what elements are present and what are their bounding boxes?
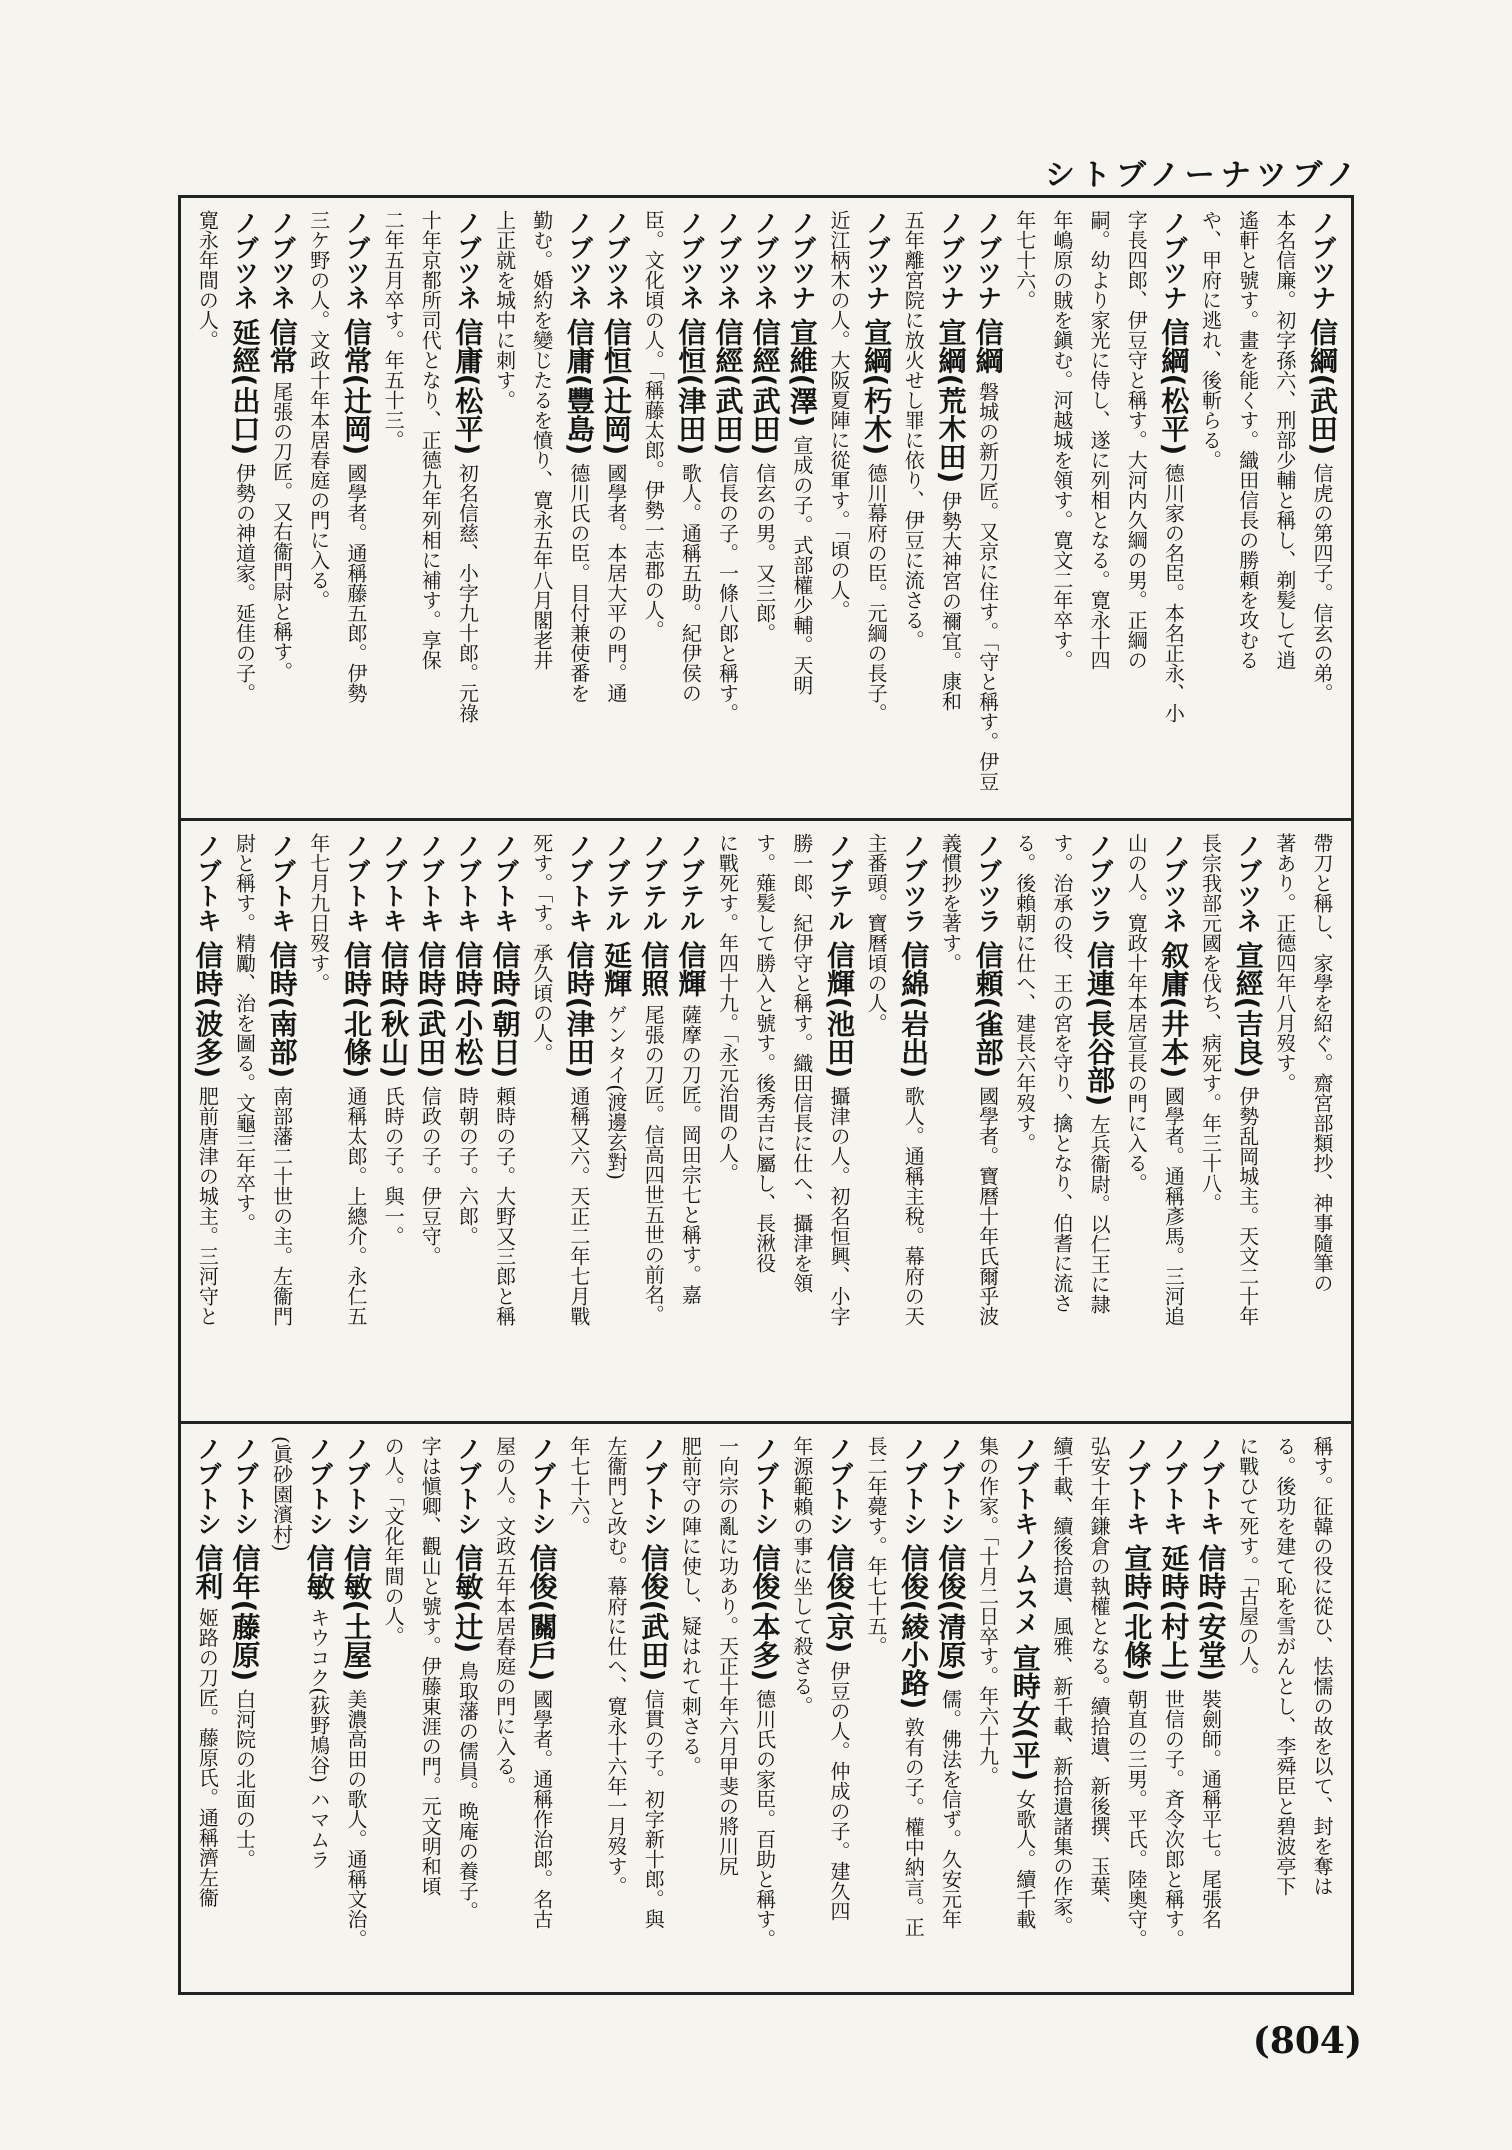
entry-description: 通稱又六。天正二年七月戰 bbox=[566, 1085, 591, 1326]
entry-description: 朝直の三男。平氏。陸奧守。 bbox=[1124, 1688, 1149, 1949]
entry-description: 信虎の第四子。信玄の弟。 bbox=[1310, 462, 1334, 703]
entry-description: 伊勢乱岡城主。天文二十年 bbox=[1235, 1085, 1260, 1326]
entry-name: 信輝 bbox=[674, 940, 708, 997]
entry-column bbox=[1157, 833, 1192, 1413]
entry-description: 一向宗の亂に功あり。天正十年六月甲斐の將川尻 bbox=[715, 1436, 740, 1876]
entry-column bbox=[526, 833, 561, 1413]
entry-name: 信時(小松) bbox=[451, 940, 485, 1079]
entry-description: 死す。「す。承久頃の人。 bbox=[529, 833, 554, 1063]
entry-column bbox=[674, 833, 709, 1413]
dictionary-frame bbox=[178, 195, 1354, 1995]
entry-description: 年嶋原の賊を鎭む。河越城を領す。寛文二年卒す。 bbox=[1049, 210, 1074, 670]
entry-column bbox=[303, 1436, 338, 1984]
entry-description: 三ケ野の人。文政十年本居春庭の門に入る。 bbox=[306, 210, 331, 610]
entry-reading: ノブツラ bbox=[973, 833, 1003, 933]
entry-reading: ノブトキ bbox=[416, 833, 446, 933]
entry-name: 信恒(津田) bbox=[674, 317, 708, 456]
entry-column bbox=[563, 1436, 598, 1984]
entry-name: 信輝(池田) bbox=[822, 940, 856, 1079]
entry-reading: ノブテル bbox=[676, 833, 706, 933]
entry-name: 宣綱(荒木田) bbox=[934, 317, 968, 484]
entry-name: 宣綱(朽木) bbox=[860, 317, 894, 456]
entry-column bbox=[786, 833, 821, 1413]
entry-description: 薩摩の刀匠。岡田宗七と稱す。嘉 bbox=[678, 1004, 703, 1305]
entry-column bbox=[637, 833, 672, 1413]
entry-name: 信年(藤原) bbox=[228, 1543, 262, 1682]
entry-description: 續千載、續後拾遺、風雅、新千載、新拾遺諸集の作家。 bbox=[1049, 1436, 1074, 1936]
entry-reading: ノブツネ bbox=[267, 210, 297, 310]
entry-column bbox=[1269, 210, 1304, 810]
entry-reading: ノブツラ bbox=[899, 833, 929, 933]
entry-column bbox=[303, 210, 338, 810]
entry-reading: ノブトキ bbox=[379, 833, 409, 933]
entry-description: 十年京都所司代となり、正德九年列相に補す。享保 bbox=[418, 210, 443, 670]
entry-description: 信貫の子。初字新十郎。與 bbox=[641, 1688, 666, 1929]
entry-description: 德川氏の臣。目付兼使番を bbox=[566, 462, 591, 703]
entry-column bbox=[1009, 1436, 1044, 1984]
entry-column bbox=[1157, 210, 1192, 810]
entry-reading: ノブトキ bbox=[267, 833, 297, 933]
entry-column bbox=[526, 1436, 561, 1984]
entry-description: す。治承の役、王の宮を守り、擒となり、伯耆に流さ bbox=[1049, 833, 1074, 1313]
entry-column bbox=[749, 1436, 784, 1984]
entry-reading: ノブトシ bbox=[453, 1436, 483, 1536]
entry-column bbox=[897, 833, 932, 1413]
entry-description: 年源範賴の事に坐して殺さる。 bbox=[789, 1436, 814, 1716]
entry-column bbox=[451, 1436, 486, 1984]
entry-name: 延經(出口) bbox=[228, 317, 262, 456]
entry-name: 信時(津田) bbox=[562, 940, 596, 1079]
entry-column bbox=[934, 833, 969, 1413]
entry-column bbox=[934, 210, 969, 810]
entry-column bbox=[340, 833, 375, 1413]
entry-column bbox=[897, 1436, 932, 1984]
entry-description: に戰ひて死す。「古屋の人。 bbox=[1235, 1436, 1260, 1686]
entry-name: 信俊(關戶) bbox=[525, 1543, 559, 1682]
entry-description: 國學者。寶曆十年氏爾乎波 bbox=[975, 1085, 1000, 1326]
entry-description: 通稱太郎。上總介。永仁五 bbox=[343, 1085, 368, 1326]
entry-reading: ノブツナ bbox=[1159, 210, 1189, 310]
entry-description: 國學者。通稱彥馬。三河追 bbox=[1161, 1085, 1186, 1326]
entry-name: 信庸(松平) bbox=[451, 317, 485, 456]
entry-description: 長宗我部元國を伐ち、病死す。年三十八。 bbox=[1198, 833, 1223, 1213]
tier-bottom bbox=[181, 1424, 1351, 1992]
entry-column bbox=[563, 833, 598, 1413]
entry-reading: ノブツネ bbox=[713, 210, 743, 310]
entry-column bbox=[600, 1436, 635, 1984]
entry-column bbox=[1306, 1436, 1341, 1984]
entry-column bbox=[600, 833, 635, 1413]
entry-column bbox=[1269, 1436, 1304, 1984]
entry-reading: ノブトシ bbox=[304, 1436, 334, 1536]
entry-column bbox=[971, 833, 1006, 1413]
entry-column bbox=[1046, 1436, 1081, 1984]
entry-column bbox=[526, 210, 561, 810]
entry-reading: ノブツネ bbox=[1233, 833, 1263, 933]
entry-column bbox=[860, 210, 895, 810]
entry-name: 信時(秋山) bbox=[377, 940, 411, 1079]
entry-description: る。後賴朝に仕へ、建長六年歿す。 bbox=[1012, 833, 1037, 1153]
entry-reading: ノブトキ bbox=[1196, 1436, 1226, 1536]
entry-name: 信常(辻岡) bbox=[339, 317, 373, 456]
entry-description: 臣。文化頃の人。「稱藤太郎。伊勢一志郡の人。 bbox=[641, 210, 666, 640]
entry-description: 本名信廉。初字孫六、刑部少輔と稱し、剃髪して逍 bbox=[1272, 210, 1297, 670]
entry-description: 尾張の刀匠。信高四世五世の前名。 bbox=[641, 1004, 666, 1325]
entry-column bbox=[860, 833, 895, 1413]
entry-description: 白河院の北面の士。 bbox=[232, 1688, 257, 1869]
entry-description: 尾張の刀匠。又右衞門尉と稱す。 bbox=[269, 381, 294, 682]
entry-description: 國學者。通稱藤五郎。伊勢 bbox=[343, 462, 368, 703]
entry-reading: ノブトシ bbox=[341, 1436, 371, 1536]
entry-description: 信長の子。一條八郎と稱す。 bbox=[715, 462, 740, 723]
entry-name: 信經(武田) bbox=[711, 317, 745, 456]
entry-description: 五年離宮院に放火せし罪に依り、伊豆に流さる。 bbox=[901, 210, 926, 650]
entry-column bbox=[1232, 833, 1267, 1413]
entry-description: 年七十六。 bbox=[1012, 210, 1037, 310]
entry-reading: ノブテル bbox=[639, 833, 669, 933]
entry-reading: ノブツナ bbox=[973, 210, 1003, 310]
entry-description: 美濃高田の歌人。通稱文治。 bbox=[343, 1688, 368, 1949]
entry-description: 初名信慈、小字九十郎。元祿 bbox=[455, 462, 480, 723]
entry-column bbox=[637, 210, 672, 810]
entry-name: 信敏(辻) bbox=[451, 1543, 485, 1654]
entry-reading: ノブトキ bbox=[1122, 1436, 1152, 1536]
entry-column bbox=[228, 210, 263, 810]
entry-column bbox=[488, 1436, 523, 1984]
entry-column bbox=[414, 1436, 449, 1984]
entry-description: 義慣抄を著す。 bbox=[938, 833, 963, 973]
entry-name: 宣經(吉良) bbox=[1231, 940, 1265, 1079]
entry-name: 信常 bbox=[265, 317, 299, 374]
entry-description: 德川家の名臣。本名正永、小 bbox=[1161, 462, 1186, 723]
entry-description: 鳥取藩の儒員。晩庵の養子。 bbox=[455, 1660, 480, 1921]
entry-description: 年七月九日歿す。 bbox=[306, 833, 331, 993]
entry-description: 世信の子。斉令次郎と稱す。 bbox=[1161, 1688, 1186, 1949]
entry-column bbox=[1083, 210, 1118, 810]
entry-name: 信庸(豐島) bbox=[562, 317, 596, 456]
entry-column bbox=[377, 1436, 412, 1984]
entry-description: 肥前守の陣に使し、疑はれて刺さる。 bbox=[678, 1436, 703, 1776]
entry-description: る。後功を建て恥を雪がんとし、李舜臣と碧波亭下 bbox=[1272, 1436, 1297, 1896]
entry-column bbox=[377, 833, 412, 1413]
entry-description: 伊豆の人。仲成の子。建久四 bbox=[826, 1660, 851, 1921]
tier-columns bbox=[191, 1436, 1341, 1984]
entry-description: 屋の人。文政五年本居春庭の門に入る。 bbox=[492, 1436, 517, 1796]
tier-top bbox=[181, 198, 1351, 821]
entry-column bbox=[749, 833, 784, 1413]
entry-reading: ノブトシ bbox=[936, 1436, 966, 1536]
entry-name: 信俊(本多) bbox=[748, 1543, 782, 1682]
entry-reading: ノブトシ bbox=[527, 1436, 557, 1536]
entry-description: 著あり。正德四年八月歿す。 bbox=[1272, 833, 1297, 1093]
entry-description: 遙軒と號す。畫を能くす。織田信長の勝頼を攻むる bbox=[1235, 210, 1260, 670]
tier-columns bbox=[191, 210, 1341, 810]
entry-description: 南部藩二十世の主。左衞門 bbox=[269, 1085, 294, 1326]
entry-column bbox=[1232, 1436, 1267, 1984]
entry-description: 裝劍師。通稱平七。尾張名 bbox=[1198, 1688, 1223, 1929]
entry-description: 姬路の刀匠。藤原氏。通稱濟左衞 bbox=[195, 1607, 220, 1908]
entry-description: 長二年薨す。年七十五。 bbox=[864, 1436, 889, 1656]
entry-name: 信敏(土屋) bbox=[339, 1543, 373, 1682]
entry-reading: ノブツネ bbox=[453, 210, 483, 310]
entry-column bbox=[1120, 210, 1155, 810]
entry-name: 信時(武田) bbox=[414, 940, 448, 1079]
entry-column bbox=[637, 1436, 672, 1984]
entry-name: 信時(北條) bbox=[339, 940, 373, 1079]
entry-column bbox=[971, 210, 1006, 810]
entry-column bbox=[1232, 210, 1267, 810]
entry-column bbox=[1269, 833, 1304, 1413]
entry-column bbox=[823, 833, 858, 1413]
entry-description: 左兵衞尉。以仁王に隷 bbox=[1087, 1113, 1112, 1314]
entry-column bbox=[860, 1436, 895, 1984]
entry-name: 延輝 bbox=[600, 940, 634, 997]
entry-reading: ノブトキ bbox=[193, 833, 223, 933]
entry-column bbox=[823, 210, 858, 810]
entry-column bbox=[786, 1436, 821, 1984]
entry-description: 集の作家。「十月二日卒す。年六十九。 bbox=[975, 1436, 1000, 1786]
entry-description: 字は愼卿、觀山と號す。伊藤東涯の門。元文明和頃 bbox=[418, 1436, 443, 1896]
entry-description: (眞砂園濱村) bbox=[269, 1436, 294, 1552]
entry-reading: ノブツラ bbox=[1085, 833, 1115, 933]
entry-column bbox=[265, 833, 300, 1413]
entry-column bbox=[823, 1436, 858, 1984]
entry-description: 稱す。征韓の役に從ひ、怯懦の故を以て、封を奪は bbox=[1310, 1436, 1334, 1896]
entry-description: 氏時の子。與一。 bbox=[381, 1085, 406, 1246]
entry-column bbox=[674, 1436, 709, 1984]
entry-column bbox=[1157, 1436, 1192, 1984]
entry-column bbox=[711, 210, 746, 810]
entry-description: 肥前唐津の城主。三河守と bbox=[195, 1085, 220, 1326]
entry-name: 信俊(武田) bbox=[637, 1543, 671, 1682]
entry-description: 敦有の子。權中納言。正 bbox=[901, 1716, 926, 1937]
entry-column bbox=[1306, 210, 1341, 810]
entry-description: 弘安十年鎌倉の執權となる。續拾遺、新後撰、玉葉、 bbox=[1087, 1436, 1112, 1916]
entry-description: 磐城の新刀匠。又京に住す。「守と稱す。伊豆 bbox=[975, 381, 1000, 792]
entry-description: 近江柄木の人。大阪夏陣に從軍す。「頃の人。 bbox=[826, 210, 851, 620]
entry-name: 信綱 bbox=[971, 317, 1005, 374]
entry-column bbox=[1120, 1436, 1155, 1984]
entry-name: 信利 bbox=[191, 1543, 225, 1600]
entry-column bbox=[265, 210, 300, 810]
entry-column bbox=[1046, 833, 1081, 1413]
entry-description: 德川幕府の臣。元綱の長子。 bbox=[864, 462, 889, 723]
entry-column bbox=[414, 210, 449, 810]
page-number: (804) bbox=[1252, 2020, 1362, 2062]
entry-description: キウコク(荻野鳩谷) ハマムラ bbox=[306, 1607, 331, 1870]
entry-description: 歌人。通稱主稅。幕府の天 bbox=[901, 1085, 926, 1326]
entry-column bbox=[1194, 210, 1229, 810]
entry-reading: ノブツネ bbox=[676, 210, 706, 310]
entry-reading: ノブツナ bbox=[1308, 210, 1337, 310]
entry-column bbox=[711, 833, 746, 1413]
entry-name: 信照 bbox=[637, 940, 671, 997]
entry-description: 上正就を城中に刺す。 bbox=[492, 210, 517, 410]
entry-column bbox=[265, 1436, 300, 1984]
entry-column bbox=[228, 1436, 263, 1984]
entry-column bbox=[1194, 1436, 1229, 1984]
entry-column bbox=[1046, 210, 1081, 810]
entry-reading: ノブツナ bbox=[787, 210, 817, 310]
entry-description: 儒。佛法を信ず。久安元年 bbox=[938, 1688, 963, 1929]
entry-description: 國學者。本居大平の門。通 bbox=[604, 462, 629, 703]
entry-column bbox=[971, 1436, 1006, 1984]
entry-reading: ノブテル bbox=[602, 833, 632, 933]
entry-description: 宣成の子。式部權少輔。天明 bbox=[789, 434, 814, 695]
entry-name: 信時(朝日) bbox=[488, 940, 522, 1079]
entry-column bbox=[1009, 833, 1044, 1413]
entry-reading: ノブツネ bbox=[750, 210, 780, 310]
entry-name: 宣維(澤) bbox=[785, 317, 819, 428]
entry-name: 信連(長谷部) bbox=[1083, 940, 1117, 1107]
entry-description: 年七十六。 bbox=[566, 1436, 591, 1536]
entry-description: 頼時の子。大野又三郎と稱 bbox=[492, 1085, 517, 1326]
entry-name: 叙庸(井本) bbox=[1157, 940, 1191, 1079]
entry-column bbox=[488, 210, 523, 810]
entry-reading: ノブトキ bbox=[453, 833, 483, 933]
entry-reading: ノブトシ bbox=[193, 1436, 223, 1536]
entry-column bbox=[451, 210, 486, 810]
entry-reading: ノブトキ bbox=[490, 833, 520, 933]
entry-reading: ノブトシ bbox=[899, 1436, 929, 1536]
entry-description: 嗣。幼より家光に侍し、遂に列相となる。寛永十四 bbox=[1087, 210, 1112, 670]
entry-name: 信時(安堂) bbox=[1194, 1543, 1228, 1682]
entry-description: 左衞門と改む。幕府に仕へ、寛永十六年一月歿す。 bbox=[604, 1436, 629, 1896]
entry-reading: ノブツネ bbox=[341, 210, 371, 310]
entry-column bbox=[340, 210, 375, 810]
entry-column bbox=[1306, 833, 1341, 1413]
entry-name: 信敏 bbox=[302, 1543, 336, 1600]
entry-description: 字長四郎、伊豆守と稱す。大河内久綱の男。正綱の bbox=[1124, 210, 1149, 670]
entry-description: 勝一郎、紀伊守と稱す。織田信長に仕へ、攝津を領 bbox=[789, 833, 814, 1293]
entry-reading: ノブツネ bbox=[230, 210, 260, 310]
entry-description: 伊勢大神宮の禰宜。康和 bbox=[938, 490, 963, 711]
entry-reading: ノブテル bbox=[824, 833, 854, 933]
entry-column bbox=[303, 833, 338, 1413]
entry-name: 宣時女(平) bbox=[1008, 1643, 1042, 1782]
entry-column bbox=[749, 210, 784, 810]
entry-description: や、甲府に逃れ、後斬らる。 bbox=[1198, 210, 1223, 470]
tier-columns bbox=[191, 833, 1341, 1413]
entry-column bbox=[1083, 1436, 1118, 1984]
entry-description: に戰死す。年四十九。「永元治間の人。 bbox=[715, 833, 740, 1183]
entry-name: 信綱(武田) bbox=[1306, 317, 1339, 456]
entry-description: 信政の子。伊豆守。 bbox=[418, 1085, 443, 1266]
entry-name: 信俊(綾小路) bbox=[897, 1543, 931, 1710]
entry-reading: ノブツナ bbox=[936, 210, 966, 310]
entry-column bbox=[674, 210, 709, 810]
entry-description: ゲンタイ(渡邊玄對) bbox=[604, 1004, 629, 1180]
entry-description: 帶刀と稱し、家學を紹ぐ。齋宮部類抄、神事隨筆の bbox=[1310, 833, 1334, 1293]
entry-column bbox=[934, 1436, 969, 1984]
entry-name: 信恒(辻岡) bbox=[600, 317, 634, 456]
entry-column bbox=[1194, 833, 1229, 1413]
entry-reading: ノブツネ bbox=[564, 210, 594, 310]
entry-reading: ノブツネ bbox=[602, 210, 632, 310]
entry-column bbox=[228, 833, 263, 1413]
entry-description: 信玄の男。又三郎。 bbox=[752, 462, 777, 643]
entry-description: 時朝の子。六郎。 bbox=[455, 1085, 480, 1246]
entry-column bbox=[1009, 210, 1044, 810]
entry-description: 女歌人。續千載 bbox=[1012, 1788, 1037, 1929]
entry-reading: ノブトシ bbox=[230, 1436, 260, 1536]
entry-description: の人。「文化年間の人。 bbox=[381, 1436, 406, 1646]
entry-name: 信俊(清原) bbox=[934, 1543, 968, 1682]
entry-description: 德川氏の家臣。百助と稱す。 bbox=[752, 1688, 777, 1949]
entry-name: 信時(波多) bbox=[191, 940, 225, 1079]
entry-column bbox=[600, 210, 635, 810]
entry-column bbox=[1120, 833, 1155, 1413]
entry-description: 勤む。婚約を變じたるを憤り、寛永五年八月閣老井 bbox=[529, 210, 554, 670]
entry-reading: ノブトシ bbox=[639, 1436, 669, 1536]
entry-reading: ノブトキ bbox=[1159, 1436, 1189, 1536]
entry-reading: ノブトシ bbox=[824, 1436, 854, 1536]
entry-reading: ノブツネ bbox=[1159, 833, 1189, 933]
entry-reading: ノブトキ bbox=[564, 833, 594, 933]
entry-reading: ノブトキノムスメ bbox=[1010, 1436, 1040, 1636]
entry-column bbox=[191, 210, 226, 810]
entry-description: 攝津の人。初名恒興、小字 bbox=[826, 1085, 851, 1326]
entry-name: 信頼(雀部) bbox=[971, 940, 1005, 1079]
running-header: シトブノーナツブノ bbox=[1044, 158, 1362, 193]
entry-column bbox=[340, 1436, 375, 1984]
entry-column bbox=[451, 833, 486, 1413]
entry-description: 主番頭。寶曆頃の人。 bbox=[864, 833, 889, 1033]
entry-name: 延時(村上) bbox=[1157, 1543, 1191, 1682]
entry-column bbox=[414, 833, 449, 1413]
entry-reading: ノブトキ bbox=[341, 833, 371, 933]
entry-name: 信綿(岩出) bbox=[897, 940, 931, 1079]
entry-description: 寛永年間の人。 bbox=[195, 210, 220, 350]
entry-column bbox=[786, 210, 821, 810]
entry-name: 信綱(松平) bbox=[1157, 317, 1191, 456]
entry-description: 歌人。通稱五助。紀伊侯の bbox=[678, 462, 703, 703]
entry-name: 宣時(北條) bbox=[1120, 1543, 1154, 1682]
entry-description: す。薙髪して勝入と號す。後秀吉に屬し、長湫役 bbox=[752, 833, 777, 1273]
entry-column bbox=[191, 1436, 226, 1984]
entry-column bbox=[711, 1436, 746, 1984]
entry-column bbox=[897, 210, 932, 810]
entry-name: 信俊(京) bbox=[822, 1543, 856, 1654]
entry-column bbox=[1083, 833, 1118, 1413]
entry-column bbox=[191, 833, 226, 1413]
tier-middle bbox=[181, 821, 1351, 1424]
entry-column bbox=[377, 210, 412, 810]
entry-column bbox=[563, 210, 598, 810]
entry-description: 二年五月卒す。年五十三。 bbox=[381, 210, 406, 450]
entry-description: 伊勢の神道家。延佳の子。 bbox=[232, 462, 257, 703]
entry-name: 信經(武田) bbox=[748, 317, 782, 456]
entry-description: 山の人。寛政十年本居宣長の門に入る。 bbox=[1124, 833, 1149, 1193]
entry-description: 國學者。通稱作治郎。名古 bbox=[529, 1688, 554, 1929]
entry-reading: ノブトシ bbox=[750, 1436, 780, 1536]
entry-name: 信時(南部) bbox=[265, 940, 299, 1079]
entry-reading: ノブツナ bbox=[862, 210, 892, 310]
entry-description: 尉と稱す。精勵、治を圖る。文龜三年卒す。 bbox=[232, 833, 257, 1233]
entry-column bbox=[488, 833, 523, 1413]
